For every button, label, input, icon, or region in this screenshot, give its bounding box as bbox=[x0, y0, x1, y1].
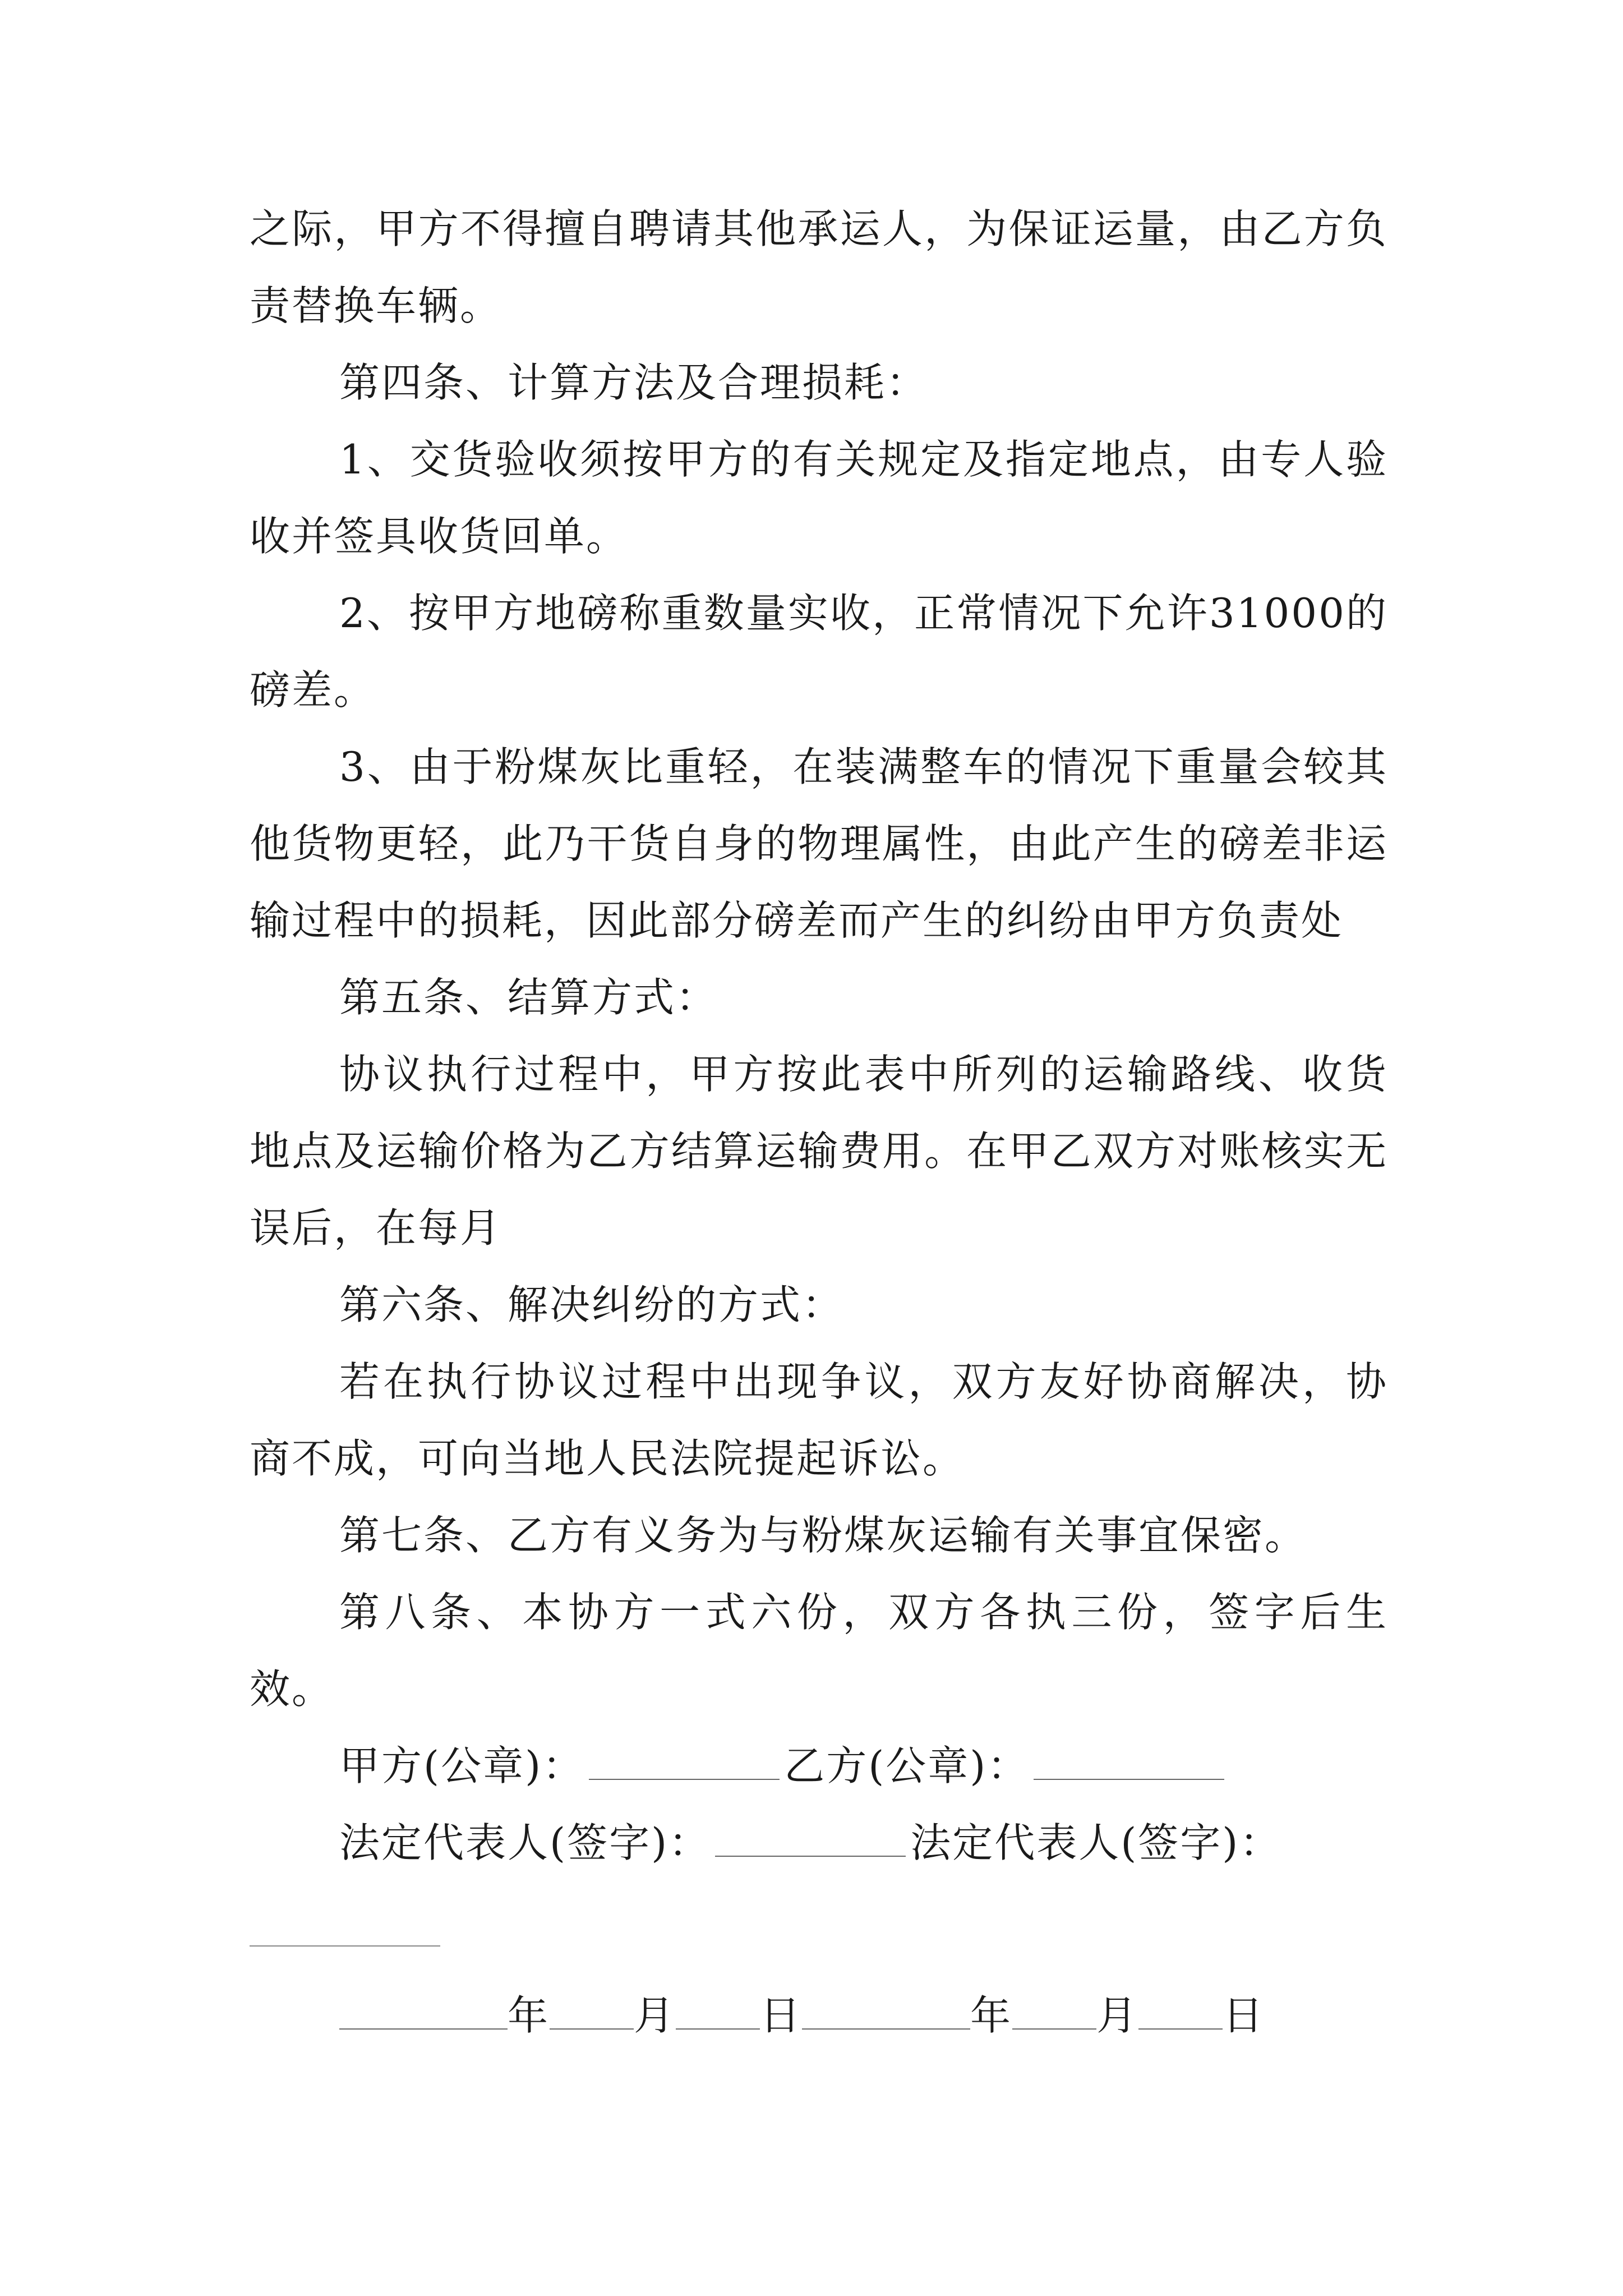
article-4-item-3: 3、由于粉煤灰比重轻，在装满整车的情况下重量会较其他货物更轻，此乃干货自身的物理属性，由此产生的磅差非运输过程中的损耗，因此部分磅差而产生的纠纷由甲方负责处 bbox=[250, 743, 1388, 944]
month-label: 月 bbox=[1096, 1992, 1139, 2039]
party-a-seal-blank[interactable] bbox=[589, 1744, 780, 1780]
party-a-year-blank[interactable] bbox=[339, 1994, 508, 2030]
article-6-body: 若在执行协议过程中出现争议，双方友好协商解决，协商不成，可向当地人民法院提起诉讼。 bbox=[250, 1358, 1388, 1482]
party-b-rep-label: 法定代表人(签字)： bbox=[910, 1819, 1282, 1866]
article-5-heading: 第五条、结算方式： bbox=[339, 974, 718, 1021]
party-a-day-blank[interactable] bbox=[676, 1994, 760, 2030]
day-label: 日 bbox=[760, 1992, 803, 2039]
article-4-heading: 第四条、计算方法及合理损耗： bbox=[339, 359, 929, 406]
article-7: 第七条、乙方有义务为与粉煤灰运输有关事宜保密。 bbox=[339, 1512, 1307, 1559]
party-b-seal-label: 乙方(公章)： bbox=[784, 1742, 1030, 1789]
date-line bbox=[339, 1977, 1265, 2054]
article-4-item-1: 1、交货验收须按甲方的有关规定及指定地点，由专人验收并签具收货回单。 bbox=[250, 436, 1388, 560]
party-a-seal-label: 甲方(公章)： bbox=[339, 1742, 585, 1789]
article-8: 第八条、本协方一式六份，双方各执三份，签字后生效。 bbox=[250, 1589, 1388, 1713]
party-b-seal-blank[interactable] bbox=[1034, 1744, 1224, 1780]
party-a-rep-blank[interactable] bbox=[715, 1821, 906, 1857]
paragraph-continuation: 之际，甲方不得擅自聘请其他承运人，为保证运量，由乙方负责替换车辆。 bbox=[250, 205, 1388, 329]
month-label: 月 bbox=[634, 1992, 676, 2039]
party-b-month-blank[interactable] bbox=[1012, 1994, 1096, 2030]
party-a-month-blank[interactable] bbox=[550, 1994, 634, 2030]
day-label: 日 bbox=[1223, 1992, 1265, 2039]
signature-continuation-blank[interactable] bbox=[250, 1945, 440, 1947]
party-b-year-blank[interactable] bbox=[802, 1994, 970, 2030]
representative-line bbox=[250, 1805, 1388, 1881]
article-4-item-2: 2、按甲方地磅称重数量实收，正常情况下允许31000的磅差。 bbox=[250, 590, 1388, 714]
year-label: 年 bbox=[970, 1992, 1013, 2039]
article-5-body: 协议执行过程中，甲方按此表中所列的运输路线、收货地点及运输价格为乙方结算运输费用。在甲乙双方对账核实无误后，在每月 bbox=[250, 1051, 1388, 1251]
year-label: 年 bbox=[508, 1992, 550, 2039]
party-b-day-blank[interactable] bbox=[1138, 1994, 1223, 2030]
document-body bbox=[250, 191, 1388, 1881]
party-a-rep-label: 法定代表人(签字)： bbox=[339, 1819, 711, 1866]
seal-line bbox=[250, 1728, 1388, 1805]
article-6-heading: 第六条、解决纠纷的方式： bbox=[339, 1281, 845, 1328]
